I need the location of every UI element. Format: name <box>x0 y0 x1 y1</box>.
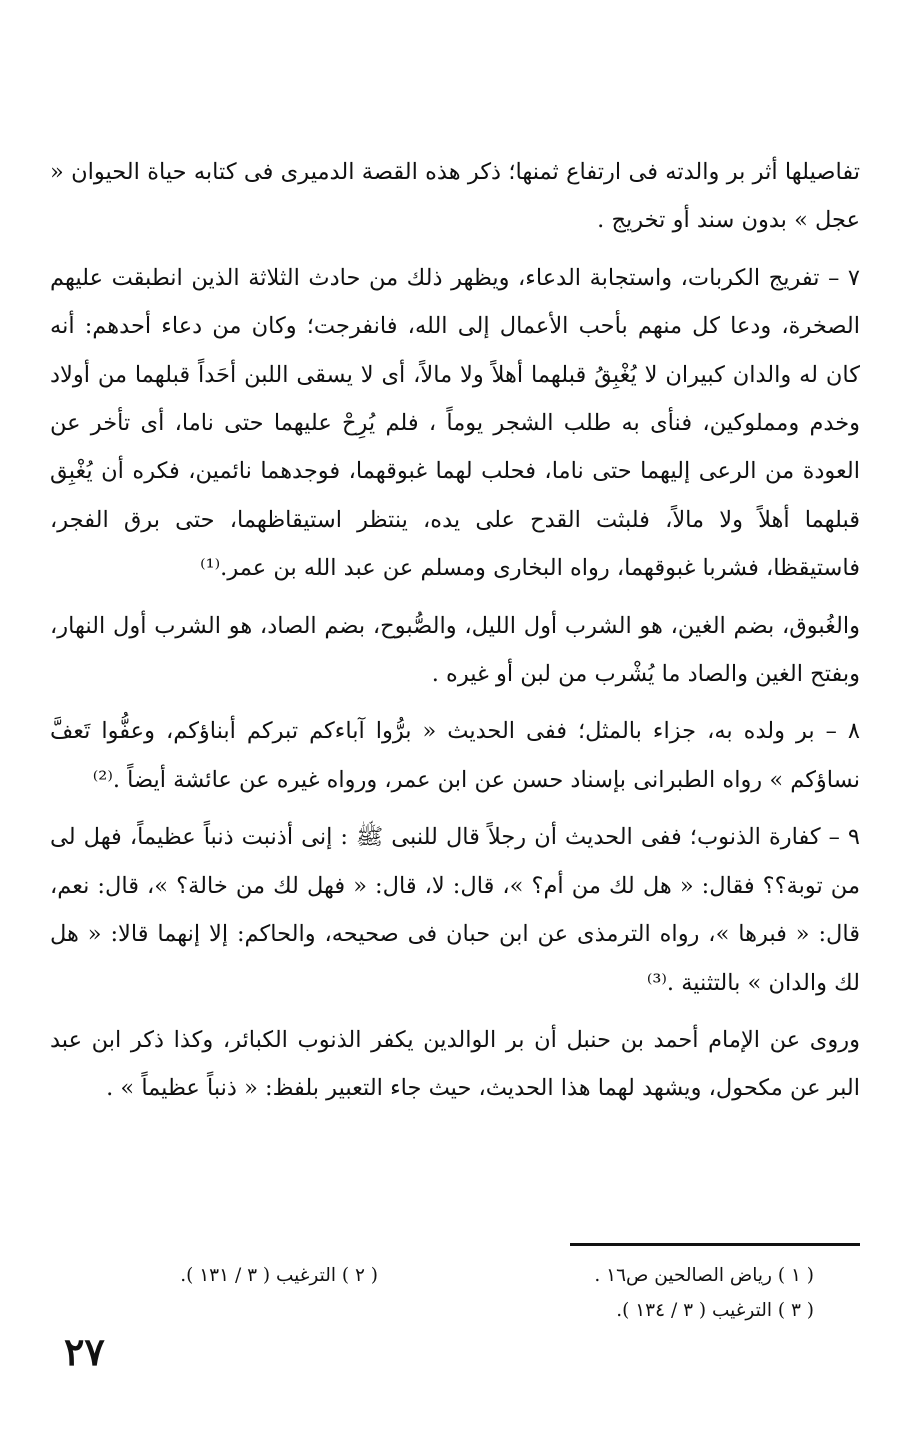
page-number: ٢٧ <box>64 1329 105 1374</box>
footnotes-left-column <box>78 1258 378 1293</box>
page-body <box>50 148 860 1113</box>
paragraph-ahmad-narration: وروى عن الإمام أحمد بن حنبل أن بر الوالدين يكفر الذنوب الكبائر، وكذا ذكر ابن عبد البر عن مكحول، ويشهد لهما هذا الحديث، حيث جاء التعبير بلفظ: « ذنباً عظيماً » . <box>50 1026 860 1102</box>
footnote-3: ( ٣ ) الترغيب ( ٣ / ١٣٤ ). <box>616 1300 814 1321</box>
paragraph-item-9: ٩ – كفارة الذنوب؛ ففى الحديث أن رجلاً قال للنبى ﷺ : إنى أذنبت ذنباً عظيماً، فهل لى من توبة؟؟ فقال: « هل لك من أم؟ »، قال: لا، قال: « فهل لك من خالة؟ »، قال: نعم، قال: « فبرها »، رواه الترمذى عن ابن حبان فى صحيحه، والحاكم: إلا إنهما قالا: « هل لك والدان » بالتثنية .⁽³⁾ <box>50 824 860 996</box>
footnotes-right-column <box>484 1258 814 1328</box>
paragraph-intro: تفاصيلها أثر بر والدته فى ارتفاع ثمنها؛ ذكر هذه القصة الدميرى فى كتابه حياة الحيوان « عجل » بدون سند أو تخريج . <box>50 159 860 234</box>
paragraph-item-7: ٧ – تفريج الكربات، واستجابة الدعاء، ويظهر ذلك من حادث الثلاثة الذين انطبقت عليهم الصخرة، ودعا كل منهم بأحب الأعمال إلى الله، فانفرجت؛ وكان من دعاء أحدهم: أنه كان له والدان كبيران لا يُغْبِقُ قبلهما أهلاً ولا مالاً، أى لا يسقى اللبن أحَداً قبلهما من أولاد وخدم ومملوكين، فنأى به طلب الشجر يوماً ، فلم يُرِحْ عليهما حتى ناما، أى تأخر عن العودة من الرعى إليهما حتى ناما، فحلب لهما غبوقهما، فوجدهما نائمين، فكره أن يُغْبِق قبلهما أهلاً ولا مالاً، فلبثت القدح على يده، ينتظر استيقاظهما، حتى برق الفجر، فاستيقظا، فشربا غبوقهما، رواه البخارى ومسلم عن عبد الله بن عمر.⁽¹⁾ <box>50 264 860 582</box>
footnote-separator <box>570 1243 860 1246</box>
paragraph-item-8: ٨ – بر ولده به، جزاء بالمثل؛ ففى الحديث « برُّوا آباءكم تبركم أبناؤكم، وعفُّوا تَعفَّ نساؤكم » رواه الطبرانى بإسناد حسن عن ابن عمر، ورواه غيره عن عائشة أيضاً .⁽²⁾ <box>50 718 860 793</box>
footnote-2: ( ٢ ) الترغيب ( ٣ / ١٣١ ). <box>180 1265 378 1286</box>
footnote-1: ( ١ ) رياض الصالحين ص١٦ . <box>594 1265 814 1286</box>
paragraph-ghubuq-definition: والغُبوق، بضم الغين، هو الشرب أول الليل، والصُّبوح، بضم الصاد، هو الشرب أول النهار، وبفتح الغين والصاد ما يُشْرب من لبن أو غيره . <box>50 612 860 688</box>
